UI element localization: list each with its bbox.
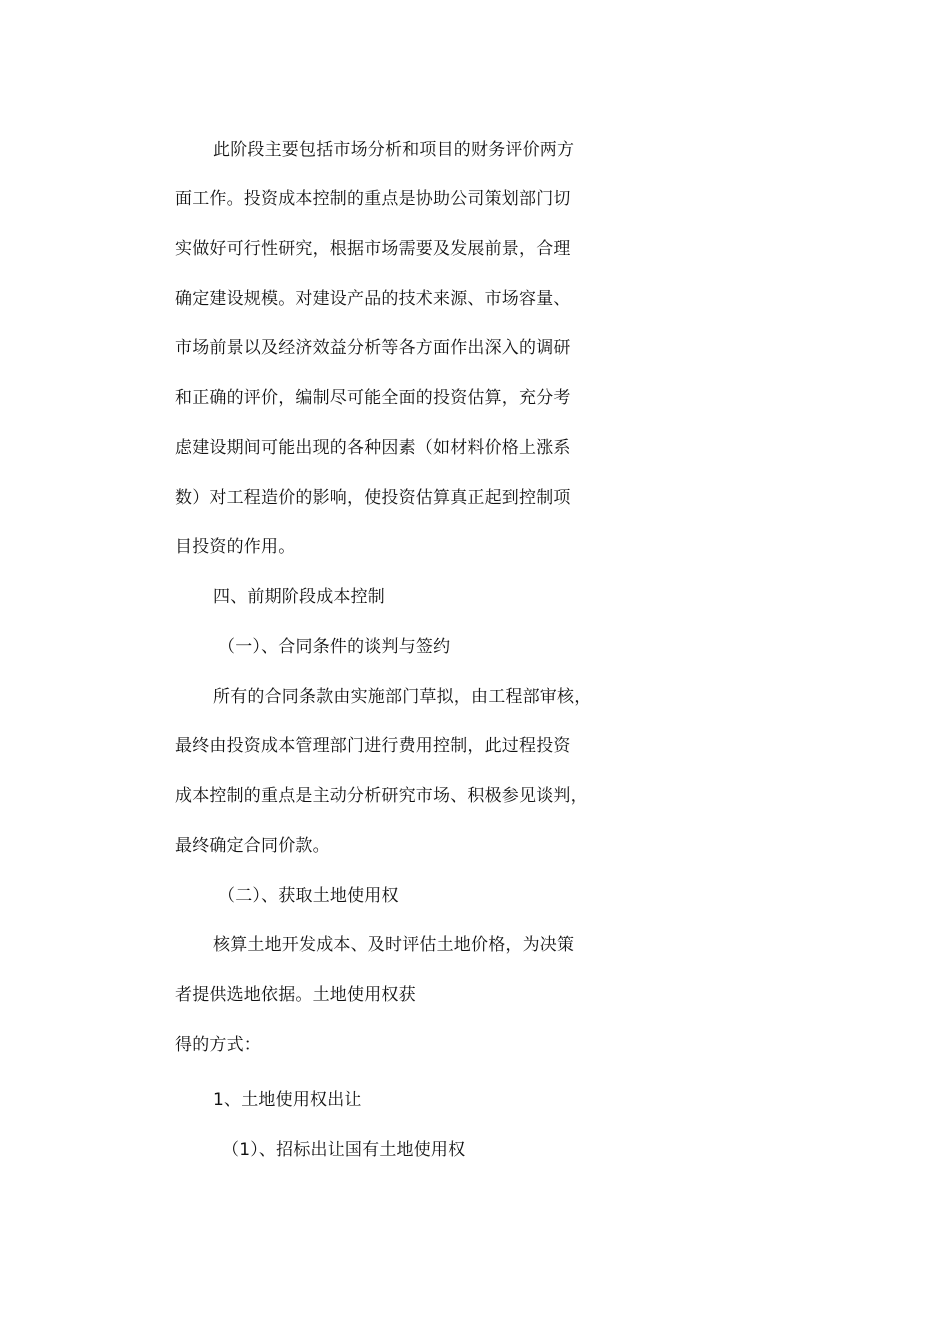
paragraph-line: 最终由投资成本管理部门进行费用控制，此过程投资 [175,736,571,756]
paragraph-line: 确定建设规模。对建设产品的技术来源、市场容量、 [175,289,571,309]
paragraph-line: 实做好可行性研究，根据市场需要及发展前景，合理 [175,239,571,259]
paragraph-line: 核算土地开发成本、及时评估土地价格，为决策 [213,935,575,955]
paragraph-line: 和正确的评价，编制尽可能全面的投资估算，充分考 [175,388,571,408]
paragraph-line: 数）对工程造价的影响，使投资估算真正起到控制项 [175,488,571,508]
paragraph-line: 最终确定合同价款。 [175,836,330,856]
subsection-heading: （一）、合同条件的谈判与签约 [218,637,451,657]
paragraph-line: 面工作。投资成本控制的重点是协助公司策划部门切 [175,189,571,209]
paragraph-line: 市场前景以及经济效益分析等各方面作出深入的调研 [175,338,571,358]
paragraph-line: 虑建设期间可能出现的各种因素（如材料价格上涨系 [175,438,571,458]
list-heading: 1、土地使用权出让 [213,1090,362,1110]
paragraph-line: 成本控制的重点是主动分析研究市场、积极参见谈判， [175,786,588,806]
paragraph-line: 所有的合同条款由实施部门草拟，由工程部审核， [213,687,592,707]
paragraph-line: 得的方式： [175,1035,261,1055]
subsection-heading: （二）、获取土地使用权 [218,886,399,906]
list-subheading: （1）、招标出让国有土地使用权 [222,1140,466,1160]
section-heading: 四、前期阶段成本控制 [213,587,385,607]
paragraph-line: 者提供选地依据。土地使用权获 [175,985,416,1005]
paragraph-line: 此阶段主要包括市场分析和项目的财务评价两方 [213,140,575,160]
paragraph-line: 目投资的作用。 [175,537,296,557]
